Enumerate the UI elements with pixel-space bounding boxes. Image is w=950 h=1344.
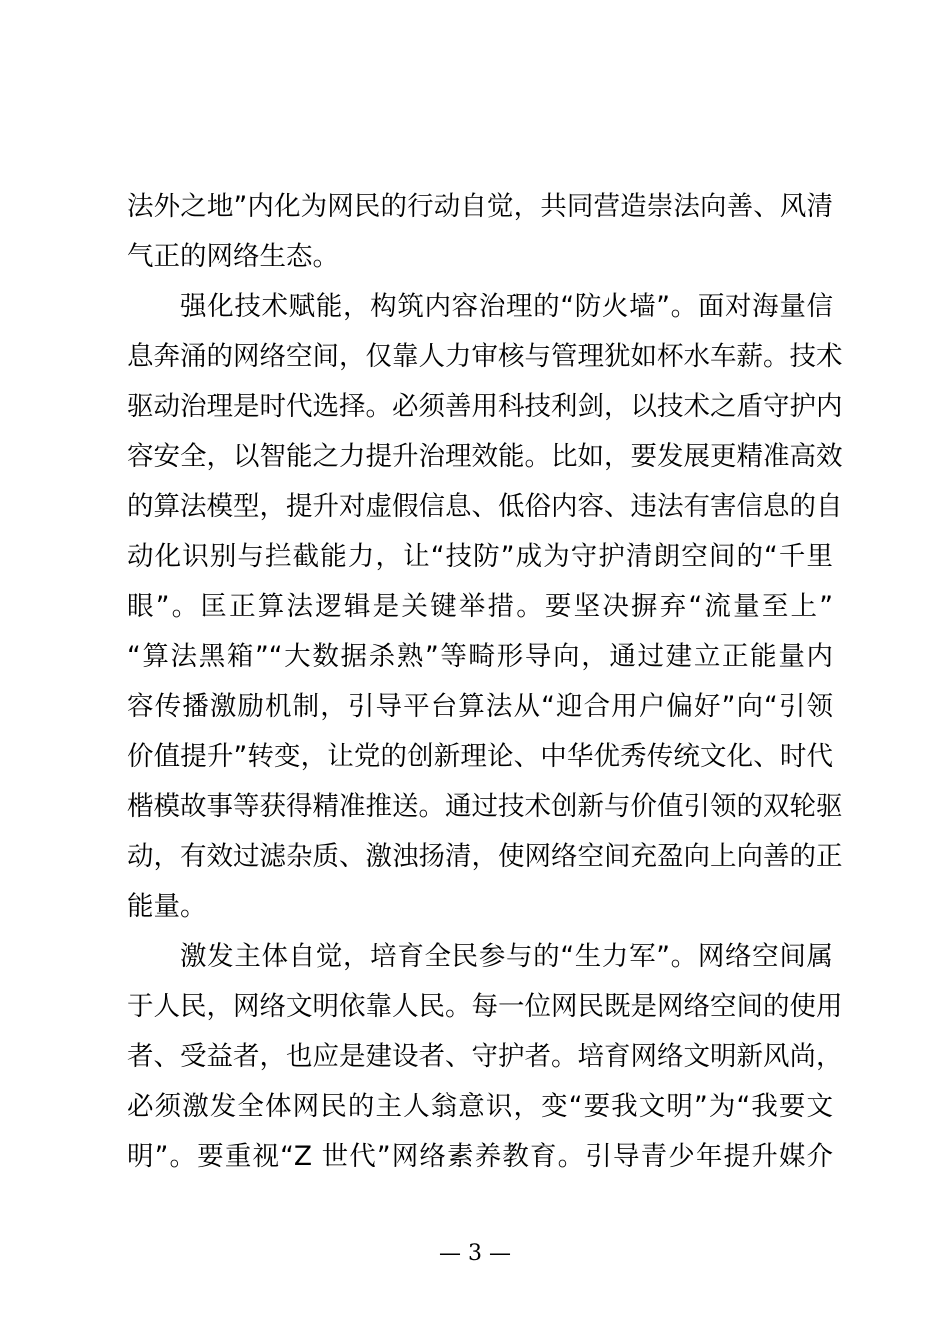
text-line-6: 容安全，以智能之力提升治理效能。比如，要发展更精准高效 xyxy=(127,441,843,472)
text-line-8: 动化识别与拦截能力，让“技防”成为守护清朗空间的“千里 xyxy=(127,541,833,572)
text-line-14: 动，有效过滤杂质、激浊扬清，使网络空间充盈向上向善的正 xyxy=(127,841,843,872)
text-line-20: 明”。要重视“Z 世代”网络素养教育。引导青少年提升媒介 xyxy=(127,1141,833,1172)
text-line-2: 气正的网络生态。 xyxy=(127,241,339,272)
text-line-12: 价值提升”转变，让党的创新理论、中华优秀传统文化、时代 xyxy=(127,741,833,772)
text-line-18: 者、受益者，也应是建设者、守护者。培育网络文明新风尚， xyxy=(127,1041,843,1072)
text-line-7: 的算法模型，提升对虚假信息、低俗内容、违法有害信息的自 xyxy=(127,491,843,522)
text-line-5: 驱动治理是时代选择。必须善用科技利剑，以技术之盾守护内 xyxy=(127,391,843,422)
text-line-15: 能量。 xyxy=(127,891,207,922)
text-line-1: 法外之地”内化为网民的行动自觉，共同营造崇法向善、风清 xyxy=(127,191,833,222)
text-line-10: “算法黑箱”“大数据杀熟”等畸形导向，通过建立正能量内 xyxy=(127,641,833,672)
text-line-9: 眼”。匡正算法逻辑是关键举措。要坚决摒弃“流量至上” xyxy=(127,591,833,622)
text-line-3: 强化技术赋能，构筑内容治理的“防火墙”。面对海量信 xyxy=(180,291,833,322)
text-line-16: 激发主体自觉，培育全民参与的“生力军”。网络空间属 xyxy=(180,941,833,972)
page-number: — 3 — xyxy=(439,1241,511,1266)
text-line-17: 于人民，网络文明依靠人民。每一位网民既是网络空间的使用 xyxy=(127,991,843,1022)
text-line-13: 楷模故事等获得精准推送。通过技术创新与价值引领的双轮驱 xyxy=(127,791,843,822)
text-line-19: 必须激发全体网民的主人翁意识，变“要我文明”为“我要文 xyxy=(127,1091,833,1122)
text-line-4: 息奔涌的网络空间，仅靠人力审核与管理犹如杯水车薪。技术 xyxy=(127,341,843,372)
text-line-11: 容传播激励机制，引导平台算法从“迎合用户偏好”向“引领 xyxy=(127,691,833,722)
